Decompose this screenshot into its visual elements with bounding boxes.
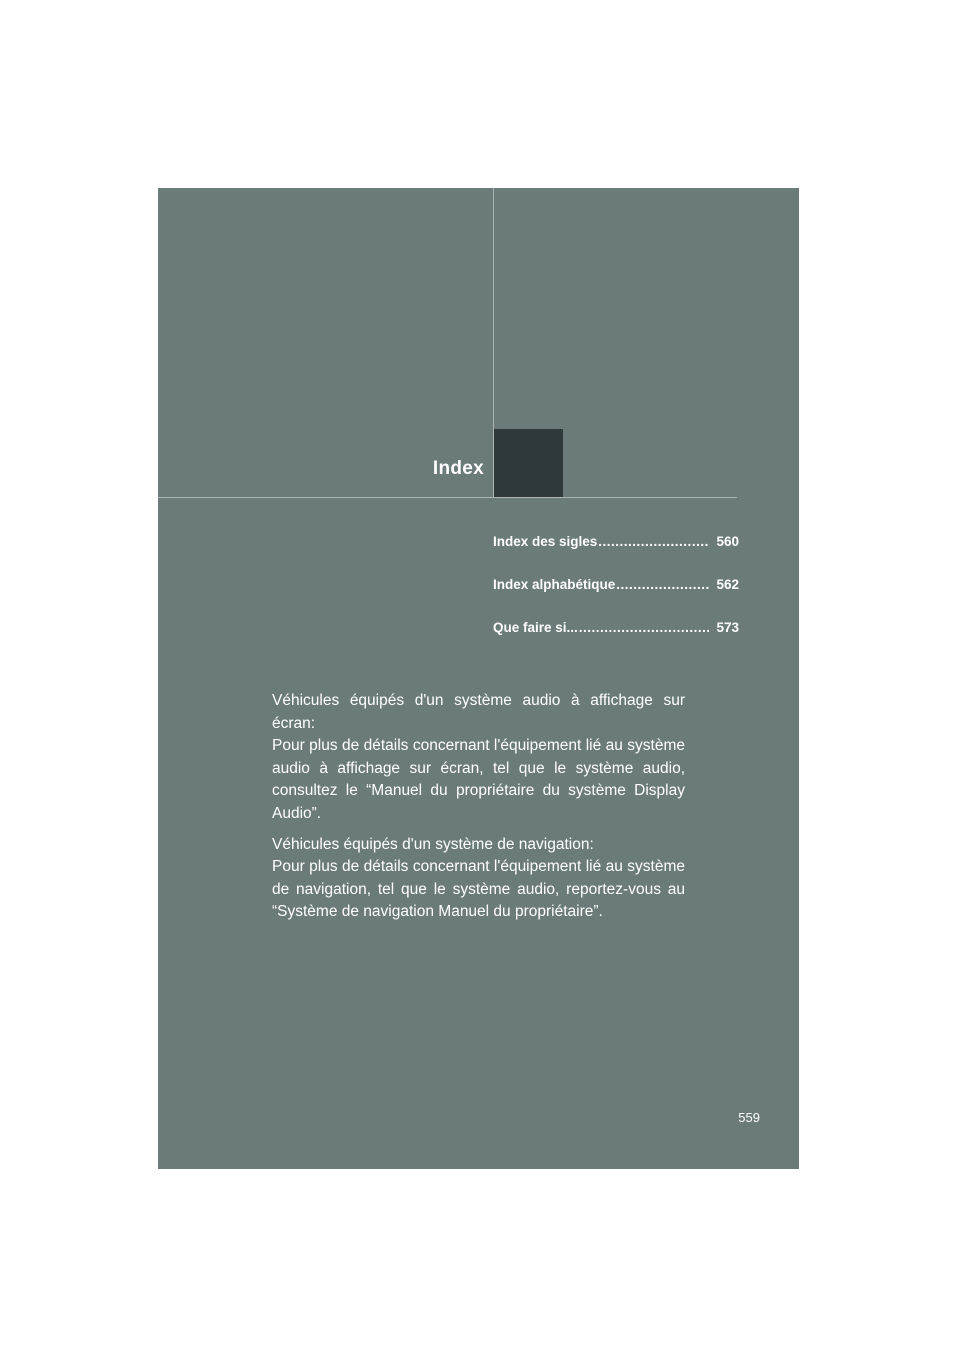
toc-item-label: Que faire si... bbox=[493, 620, 578, 635]
toc-item-page: 573 bbox=[716, 620, 739, 635]
page-number: 559 bbox=[738, 1110, 760, 1125]
toc-item-label: Index alphabétique bbox=[493, 577, 616, 592]
navigation-note bbox=[272, 834, 685, 924]
body-text bbox=[272, 690, 685, 932]
display-audio-text: Pour plus de détails concernant l'équipement lié au système audio à affichage sur écran, tel que le système audio, consultez le “Manuel du propriétaire du système Display Audio”. bbox=[272, 737, 685, 822]
index-panel bbox=[158, 188, 799, 1169]
toc-leader-dots bbox=[579, 620, 710, 635]
section-title: Index bbox=[432, 458, 484, 479]
table-of-contents bbox=[493, 534, 739, 663]
toc-item-label: Index des sigles bbox=[493, 534, 598, 549]
toc-leader-dots bbox=[598, 534, 709, 549]
section-tab-marker bbox=[494, 429, 563, 497]
toc-item-page: 562 bbox=[716, 577, 739, 592]
toc-item-page: 560 bbox=[716, 534, 739, 549]
navigation-heading: Véhicules équipés d'un système de navigation: bbox=[272, 835, 594, 853]
horizontal-divider bbox=[158, 497, 737, 498]
toc-item-what-to-do[interactable] bbox=[493, 620, 739, 663]
toc-item-acronyms[interactable] bbox=[493, 534, 739, 577]
toc-item-alphabetical[interactable] bbox=[493, 577, 739, 620]
display-audio-note bbox=[272, 690, 685, 826]
display-audio-heading: Véhicules équipés d'un système audio à affichage sur écran: bbox=[272, 692, 685, 732]
toc-leader-dots bbox=[616, 577, 709, 592]
navigation-text: Pour plus de détails concernant l'équipement lié au système de navigation, tel que le système audio, reportez-vous au “Système de navigation Manuel du propriétaire”. bbox=[272, 858, 685, 921]
